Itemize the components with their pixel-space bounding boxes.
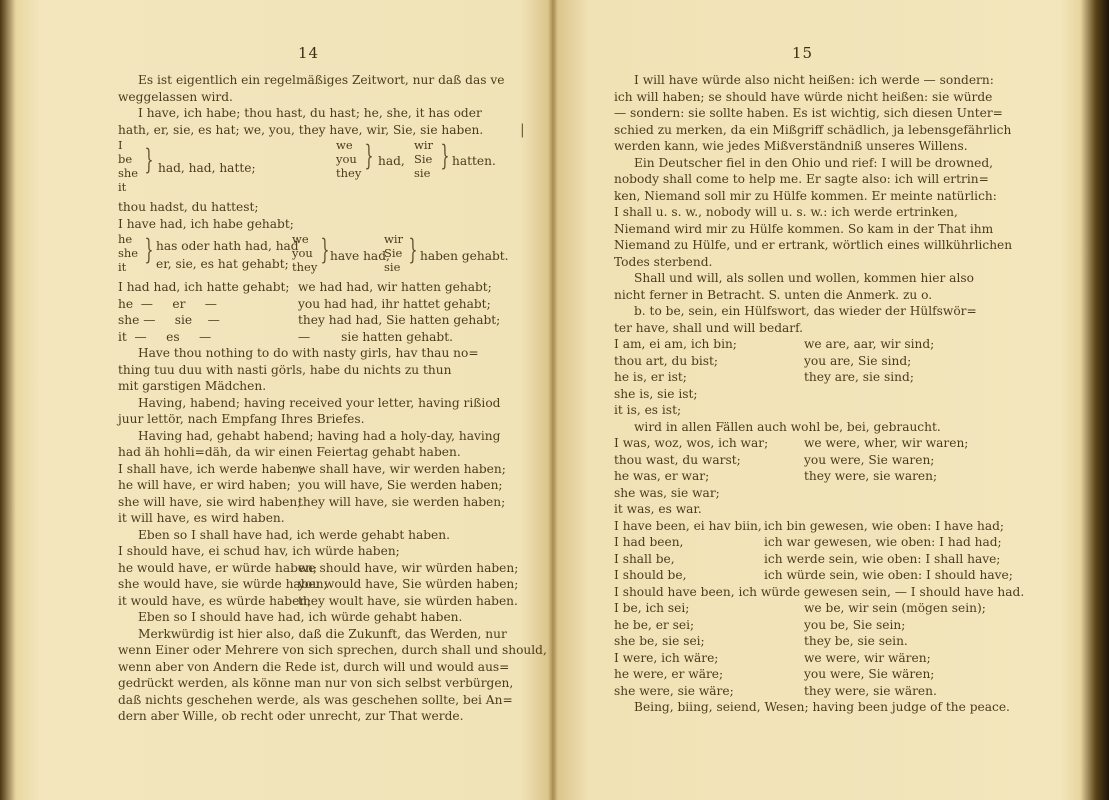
cell: they were, sie wären. [804,683,937,698]
text-line: had äh hohli=däh, da wir einen Feiertag gehabt haben. [118,445,461,459]
text-line: Eben so I shall have had, ich werde gehabt haben. [138,527,450,542]
text-line: Shall und will, als sollen und wollen, kommen hier also [634,271,974,285]
text-line: schied zu merken, da ein Mißgriff schädlich, ja lebensgefährlich [614,122,1012,137]
block-text: hatten. [452,154,496,168]
cell: I had been, [614,535,684,549]
text-line: thing tuu duu with nasti görls, habe du nichts zu thun [118,362,452,377]
brace-icon: } [320,233,330,266]
pronoun: it [118,260,127,274]
cell: thou wast, du warst; [614,452,741,467]
cell: he were, er wäre; [614,667,724,681]
page-number: 15 [792,44,814,62]
text-row [118,461,547,478]
cell: ich werde sein, wie oben: I shall have; [764,551,1001,566]
cell: they are, sie sind; [804,370,914,384]
block-text: er, sie, es hat gehabt; [156,257,289,271]
cell: I was, woz, wos, ich war; [614,436,769,450]
text-line: werden kann, wie jedes Mißverständniß unseres Willens. [614,139,968,153]
pronoun: be [118,152,133,166]
cell: he be, er sei; [614,617,695,632]
text-line: wenn aber von Andern die Rede ist, durch will und would aus= [118,659,510,674]
cell: you would have, Sie würden haben; [298,577,519,591]
brace-icon: } [144,143,154,176]
text-line: Being, biing, seiend, Wesen; having been judge of the peace. [634,700,1010,714]
block-text: has oder hath had, had [156,239,299,253]
text-row [118,312,547,329]
left-text-a [118,72,504,138]
text-row [118,543,547,560]
pronoun: Sie [414,152,433,166]
text-row [614,600,1024,617]
cell: she was, sie war; [614,485,720,500]
margin-mark: | [520,122,525,138]
brace-icon: } [364,139,374,172]
cell: she will have, sie wird haben; [118,494,302,509]
cell: I should have been, ich würde gewesen sein, — I should have had. [614,584,1025,599]
text-row [118,329,547,346]
text-row [614,518,1024,535]
left-text-b [118,279,547,725]
cell: you are, Sie sind; [804,353,912,368]
pronoun: we [336,138,353,152]
pronoun: she [118,166,139,180]
text-line: weggelassen wird. [118,89,233,104]
text-line: gedrückt werden, als könne man nur von sich selbst verbürgen, [118,676,514,690]
text-row [118,560,547,577]
cell: you had had, ihr hattet gehabt; [298,296,491,311]
text-line: wenn Einer oder Mehrere von sich sprechen, durch shall und should, [118,643,547,657]
cell: we were, wher, wir waren; [804,436,969,450]
text-line: mit garstigen Mädchen. [118,379,267,393]
cell: he is, er ist; [614,370,687,384]
block-text: haben gehabt. [420,249,509,263]
text-line: nicht ferner in Betracht. S. unten die Anmerk. zu o. [614,287,933,302]
text-row [614,402,1024,419]
pronoun: you [336,152,357,166]
text-line: I have had, ich habe gehabt; [118,216,294,231]
cell: ich war gewesen, wie oben: I had had; [764,535,1002,549]
pronoun: I [118,138,123,152]
text-line: Niemand zu Hülfe, und er ertrank, wörtlich eines willkührlichen [614,238,1013,252]
text-line: Have thou nothing to do with nasty girls, hav thau no= [138,346,479,360]
text-line: I shall u. s. w., nobody will u. s. w.: ich werde ertrinken, [614,205,958,219]
text-row [614,617,1024,634]
cell: it — es — [118,329,212,344]
text-row [614,336,1024,353]
text-line: juur lettör, nach Empfang Ihres Briefes. [118,412,365,426]
text-line: Eben so I should have had, ich würde gehabt haben. [138,610,463,624]
cell: it will have, es wird haben. [118,511,285,525]
cell: I am, ei am, ich bin; [614,337,737,351]
cell: I were, ich wäre; [614,650,719,665]
text-line: thou hadst, du hattest; [118,200,259,214]
cell: he was, er war; [614,469,710,483]
text-line: Niemand wird mir zu Hülfe kommen. So kam in der That ihm [614,221,994,236]
cell: he would have, er würde haben; [118,560,318,575]
cell: you were, Sie wären; [804,667,935,681]
cell: thou art, du bist; [614,353,719,368]
text-row [614,683,1024,700]
text-row [118,279,547,296]
text-row [614,567,1024,584]
cell: he will have, er wird haben; [118,478,291,492]
cell: — sie hatten gehabt. [298,329,453,344]
text-line: hath, er, sie, es hat; we, you, they have, wir, Sie, sie haben. [118,122,484,137]
right-text [614,72,1024,716]
cell: I have been, ei hav biin, [614,518,762,533]
block-text: had, had, hatte; [158,161,256,175]
cell: I should be, [614,568,687,582]
text-row [614,666,1024,683]
cell: they woult have, sie würden haben. [298,593,518,608]
text-line: Todes sterbend. [614,254,713,269]
text-row [118,593,547,610]
cell: he — er — [118,296,217,311]
text-row [614,501,1024,518]
brace-icon: } [144,233,154,266]
brace-icon: } [440,139,450,172]
block-text: have had, [330,249,390,263]
text-line: nobody shall come to help me. Er sagte also: ich will ertrin= [614,172,989,186]
cell: it is, es ist; [614,403,682,417]
pronoun: wir [414,138,434,152]
pronoun: sie [384,260,401,274]
text-line: wird in allen Fällen auch wohl be, bei, gebraucht. [634,419,941,434]
text-line: Es ist eigentlich ein regelmäßiges Zeitwort, nur daß das ve [138,73,505,87]
cell: ich bin gewesen, wie oben: I have had; [764,518,1004,533]
text-row [614,485,1024,502]
page-number: 14 [298,44,320,62]
text-row [614,650,1024,667]
cell: they be, sie sein. [804,634,908,648]
cell: they were, sie waren; [804,469,938,483]
text-line: dern aber Wille, ob recht oder unrecht, zur That werde. [118,709,464,723]
text-line: Ein Deutscher fiel in den Ohio und rief: I will be drowned, [634,155,994,170]
cell: we are, aar, wir sind; [804,337,935,351]
text-line: I will have würde also nicht heißen: ich werde — sondern: [634,73,994,87]
text-row [614,435,1024,452]
text-row [614,633,1024,650]
text-row [614,369,1024,386]
pronoun: wir [384,232,404,246]
pronoun: Sie [384,246,403,260]
cell: we had had, wir hatten gehabt; [298,280,492,294]
text-row [614,353,1024,370]
cell: they will have, sie werden haben; [298,494,506,509]
text-row [118,510,547,527]
left-text-thou [118,199,294,232]
text-row [614,551,1024,568]
pronoun: sie [414,166,431,180]
text-row [118,494,547,511]
cell: I had had, ich hatte gehabt; [118,280,290,294]
text-line: Merkwürdig ist hier also, daß die Zukunft, das Werden, nur [138,626,507,641]
text-row [118,477,547,494]
block-text: had, [378,154,405,168]
text-line: ich will haben; se should have würde nicht heißen: sie würde [614,89,993,104]
text-row [118,296,547,313]
cell: we shall have, wir werden haben; [298,461,506,476]
pronoun: they [336,166,362,180]
text-line: ken, Niemand soll mir zu Hülfe kommen. Er meinte natürlich: [614,188,997,203]
text-line: ter have, shall und will bedarf. [614,320,804,335]
pronoun: they [292,260,318,274]
pronoun: she [118,246,139,260]
right-page [556,0,1096,800]
text-row [614,468,1024,485]
cell: I should have, ei schud hav, ich würde haben; [118,544,400,558]
cell: we be, wir sein (mögen sein); [804,601,986,615]
cell: you were, Sie waren; [804,452,935,467]
cell: ich würde sein, wie oben: I should have; [764,568,1013,582]
pronoun: we [292,232,309,246]
cell: it was, es war. [614,502,702,516]
cell: I be, ich sei; [614,601,690,615]
pronoun: he [118,232,133,246]
text-line: — sondern: sie sollte haben. Es ist wichtig, sich diesen Unter= [614,106,1003,120]
brace-icon: } [408,233,418,266]
cell: we were, wir wären; [804,650,931,665]
cell: you be, Sie sein; [804,617,906,632]
text-row [614,386,1024,403]
pronoun: it [118,180,127,194]
text-line: Having had, gehabt habend; having had a holy-day, having [138,428,501,443]
cell: she would have, sie würde haben; [118,577,328,591]
text-row [118,576,547,593]
pronoun: you [292,246,313,260]
cell: she be, sie sei; [614,634,705,648]
text-line: I have, ich habe; thou hast, du hast; he, she, it has oder [138,106,482,120]
text-row [614,534,1024,551]
text-line: daß nichts geschehen werde, als was geschehen sollte, bei An= [118,692,513,707]
conjugation-block-have-had [118,232,518,280]
text-row [614,452,1024,469]
cell: you will have, Sie werden haben; [298,478,503,492]
left-page [0,0,553,800]
text-line: b. to be, sein, ein Hülfswort, das wieder der Hülfswör= [634,304,977,318]
cell: I shall be, [614,551,675,566]
cell: she — sie — [118,313,220,327]
text-row [614,584,1024,601]
cell: I shall have, ich werde haben; [118,461,304,476]
text-line: Having, habend; having received your letter, having rißiod [138,395,501,410]
cell: they had had, Sie hatten gehabt; [298,313,501,327]
conjugation-block-had [118,138,518,200]
cell: she were, sie wäre; [614,683,734,698]
cell: it would have, es würde haben; [118,593,312,608]
cell: she is, sie ist; [614,386,698,401]
cell: we should have, wir würden haben; [298,560,519,575]
